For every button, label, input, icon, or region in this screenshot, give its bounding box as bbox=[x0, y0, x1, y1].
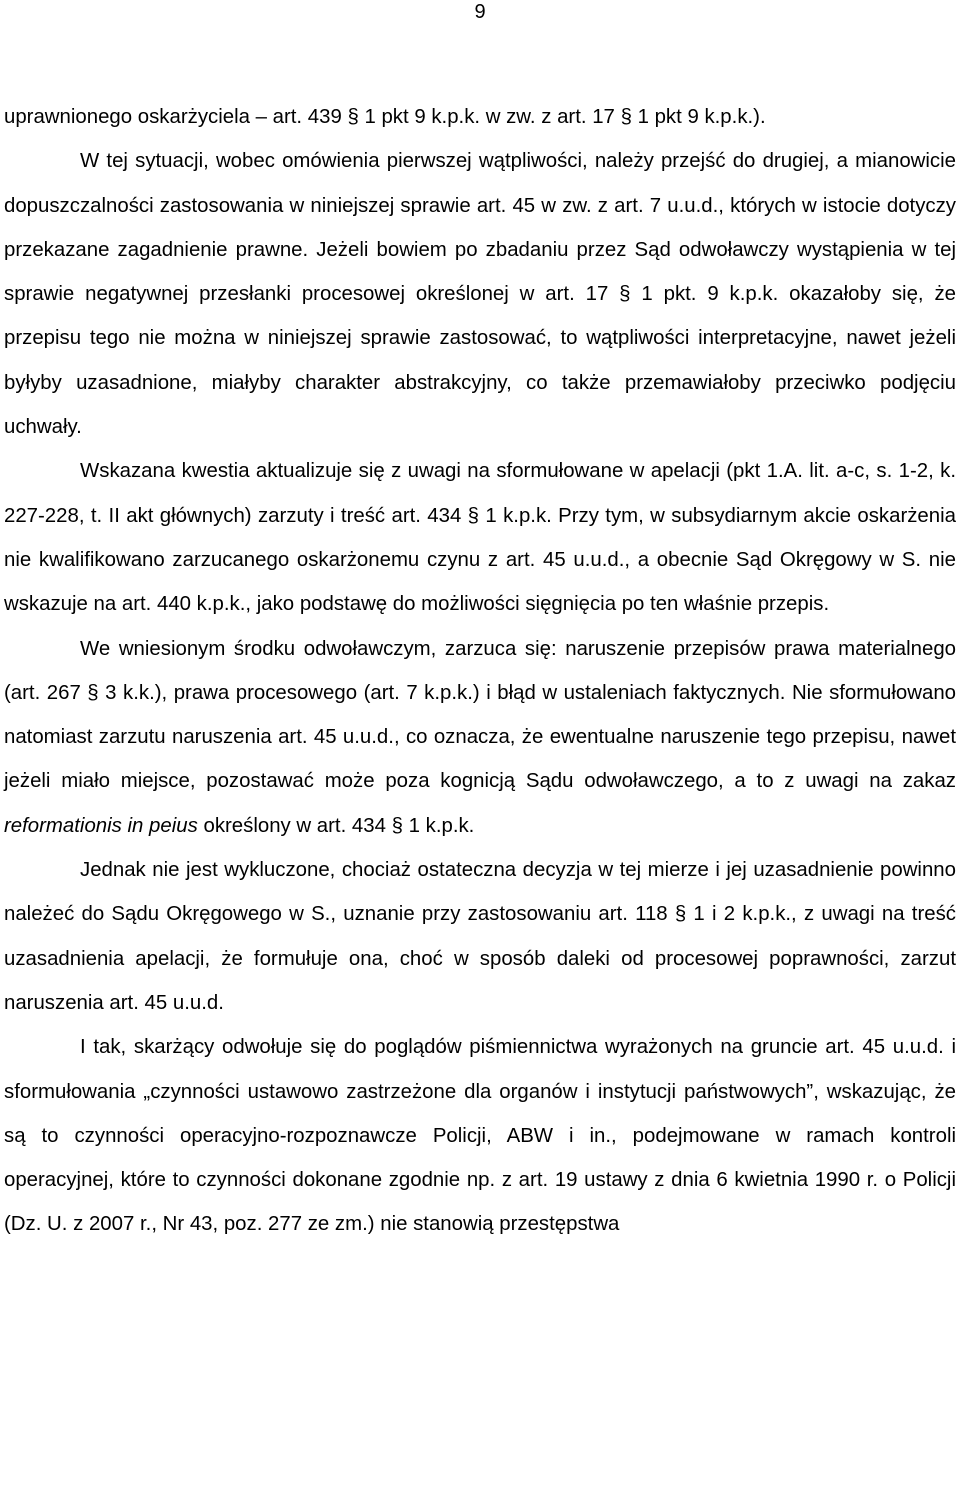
paragraph-text: W tej sytuacji, wobec omówienia pierwszej wątpliwości, należy przejść do drugiej, a mianowicie dopuszczalności zastosowania w niniejszej sprawie art. 45 w zw. z art. 7 u.u.d., których w istocie dotyczy przekazane zagadnienie prawne. Jeżeli bowiem po zbadaniu przez Sąd odwoławczy wystąpienia w tej sprawie negatywnej przesłanki procesowej określonej w art. 17 § 1 pkt. 9 k.p.k. okazałoby się, że przepisu tego nie można w niniejszej sprawie zastosować, to wątpliwości interpretacyjne, nawet jeżeli byłyby uzasadnione, miałyby charakter abstrakcyjny, co także przemawiałoby przeciwko podjęciu uchwały. bbox=[4, 150, 956, 439]
paragraph-text: uprawnionego oskarżyciela – art. 439 § 1 pkt 9 k.p.k. w zw. z art. 17 § 1 pkt 9 k.p.k.). bbox=[4, 106, 766, 128]
paragraph-text: Jednak nie jest wykluczone, chociaż ostateczna decyzja w tej mierze i jej uzasadnienie powinno należeć do Sądu Okręgowego w S., uznanie przy zastosowaniu art. 118 § 1 i 2 k.p.k., z uwagi na treść uzasadnienia apelacji, że formułuje ona, choć w sposób daleki od procesowej poprawności, zarzut naruszenia art. 45 u.u.d. bbox=[4, 859, 956, 1014]
paragraph bbox=[4, 139, 956, 449]
paragraph-text: I tak, skarżący odwołuje się do poglądów piśmiennictwa wyrażonych na gruncie art. 45 u.u.d. i sformułowania „czynności ustawowo zastrzeżone dla organów i instytucji państwowych”, wskazując, że są to czynności operacyjno-rozpoznawcze Policji, ABW i in., podejmowane w ramach kontroli operacyjnej, które to czynności dokonane zgodnie np. z art. 19 ustawy z dnia 6 kwietnia 1990 r. o Policji (Dz. U. z 2007 r., Nr 43, poz. 277 ze zm.) nie stanowią przestępstwa bbox=[4, 1036, 956, 1236]
paragraph bbox=[4, 95, 956, 139]
paragraph bbox=[4, 627, 956, 848]
document-body bbox=[4, 95, 956, 1247]
paragraph-text: określony w art. 434 § 1 k.p.k. bbox=[197, 814, 475, 837]
page-number: 9 bbox=[474, 1, 486, 23]
paragraph bbox=[4, 848, 956, 1025]
paragraph-text: We wniesionym środku odwoławczym, zarzuca się: naruszenie przepisów prawa materialnego (art. 267 § 3 k.k.), prawa procesowego (art. 7 k.p.k.) i błąd w ustaleniach faktycznych. Nie sformułowano natomiast zarzutu naruszenia art. 45 u.u.d., co oznacza, że ewentualne naruszenie tego przepisu, nawet jeżeli miało miejsce, pozostawać może poza kognicją Sądu odwoławczego, a to z uwagi na zakaz bbox=[4, 637, 956, 793]
latin-phrase: reformationis in peius bbox=[4, 814, 198, 837]
paragraph bbox=[4, 449, 956, 626]
paragraph-text: Wskazana kwestia aktualizuje się z uwagi na sformułowane w apelacji (pkt 1.A. lit. a-c, s. 1-2, k. 227-228, t. II akt głównych) zarzuty i treść art. 434 § 1 k.p.k. Przy tym, w subsydiarnym akcie oskarżenia nie kwalifikowano zarzucanego oskarżonemu czynu z art. 45 u.u.d., a obecnie Sąd Okręgowy w S. nie wskazuje na art. 440 k.p.k., jako podstawę do możliwości sięgnięcia po ten właśnie przepis. bbox=[4, 460, 956, 616]
paragraph bbox=[4, 1025, 956, 1246]
